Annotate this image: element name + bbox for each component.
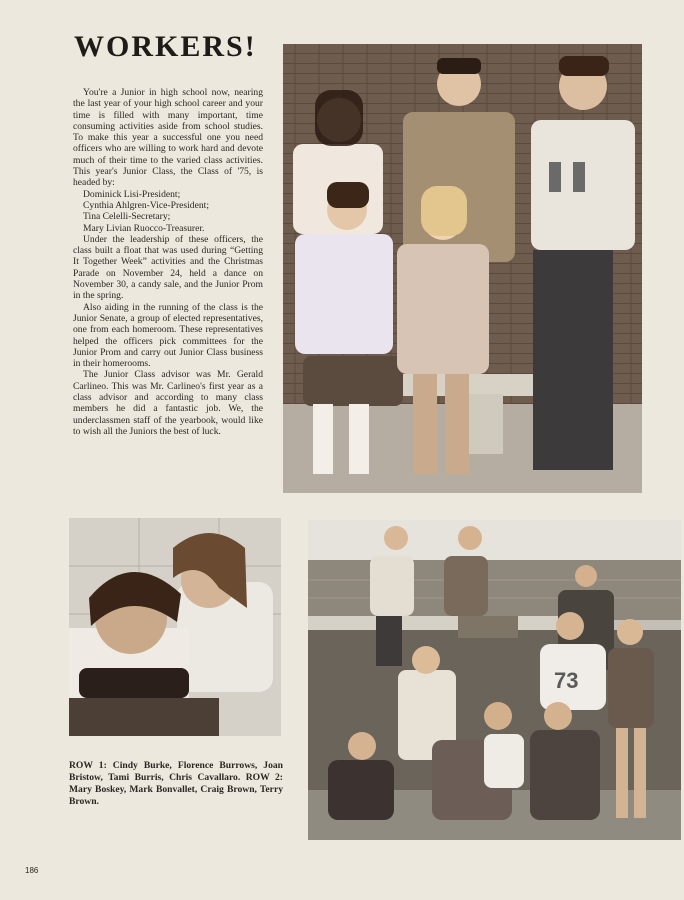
article-paragraph: Also aiding in the running of the class is the Junior Senate, a group of elected representatives, one from each homeroom. These representatives helped the officers pick committees for the Junior Prom and carry out Junior Class business in their homerooms.	[73, 301, 263, 370]
jersey-number: 73	[554, 668, 579, 693]
article-paragraph: Under the leadership of these officers, the class built a float that was used during “Getting It Together Week” activities and the Christmas Parade on November 24, held a dance on November 30, a candy sale, and the Junior Prom in the spring.	[73, 233, 263, 302]
officer-treasurer: Mary Livian Ruocco-Treasurer.	[83, 222, 205, 234]
officer-vice-president: Cynthia Ahlgren-Vice-President;	[83, 199, 209, 211]
article-body	[73, 87, 263, 437]
article-paragraph: You're a Junior in high school now, nearing the last year of your high school career and your time is filled with many important, time consuming activities aside from school studies. To make this year a successful one you need officers who are willing to work hard and devote much of their time to the varied class activities. This year's Junior Class, the Class of '75, is headed by:	[73, 87, 263, 189]
page-number: 186	[25, 866, 39, 875]
officer-secretary: Tina Celelli-Secretary;	[83, 211, 171, 223]
photo-caption: ROW 1: Cindy Burke, Florence Burrows, Joan Bristow, Tami Burris, Chris Cavallaro. ROW 2: Mary Boskey, Mark Bonvallet, Craig Brown, Terry Brown.	[69, 760, 283, 807]
page-title: WORKERS!	[74, 30, 257, 63]
article-paragraph: The Junior Class advisor was Mr. Gerald Carlineo. This was Mr. Carlineo's first year as a class advisor and according to many class members he did a fantastic job. We, the underclassmen staff of the yearbook, would like to wish all the Juniors the best of luck.	[73, 369, 263, 437]
juniors-group-photo	[308, 520, 681, 840]
officer-president: Dominick Lisi-President;	[83, 188, 181, 200]
class-officers-photo	[283, 44, 642, 493]
students-studying-photo	[69, 518, 281, 736]
